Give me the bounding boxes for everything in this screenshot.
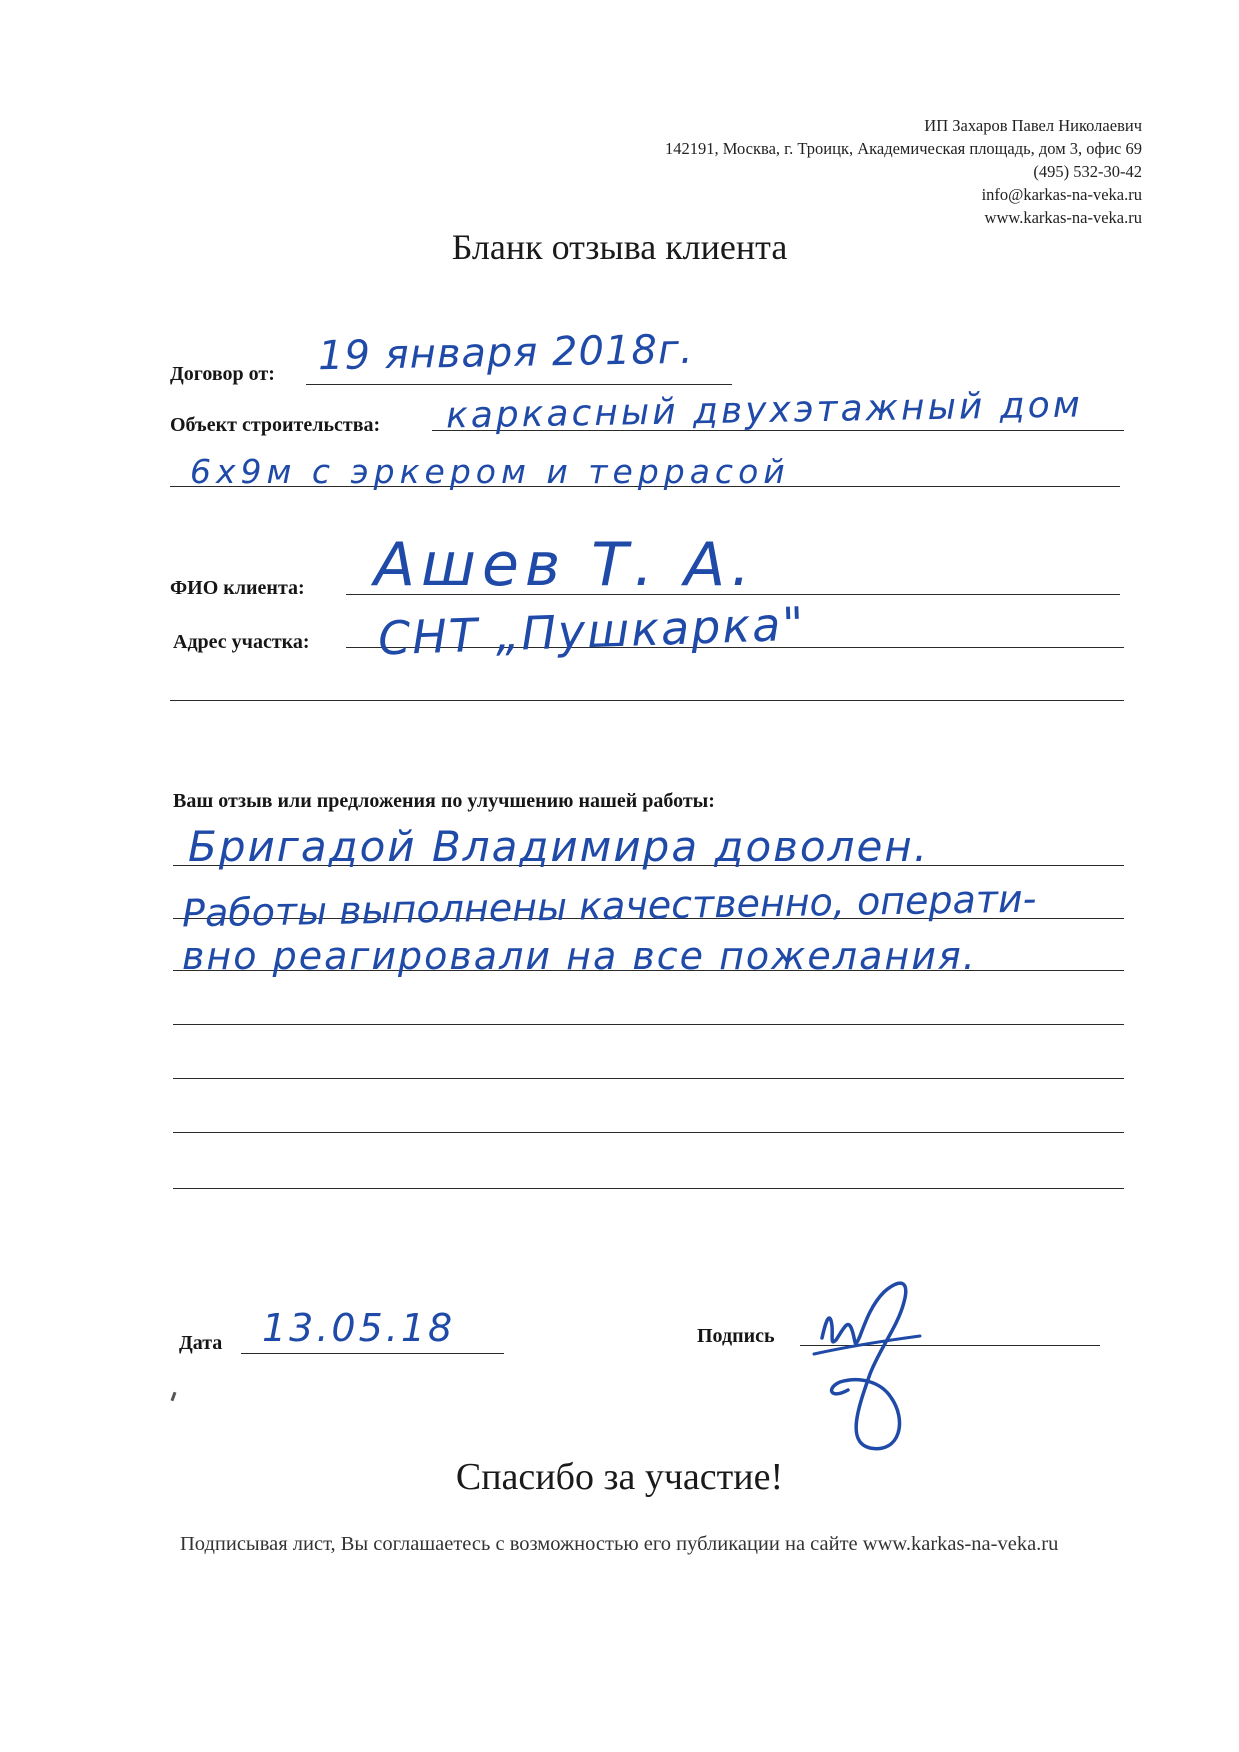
feedback-line-6: [173, 1132, 1124, 1133]
feedback-line-4: [173, 1024, 1124, 1025]
publication-notice: Подписывая лист, Вы соглашаетесь с возможностью его публикации на сайте www.karkas-na-veka.ru: [180, 1533, 1059, 1555]
client-label: ФИО клиента:: [170, 577, 305, 599]
plot-address-handwriting: СНТ „Пушкарка": [377, 596, 807, 666]
signature-label: Подпись: [697, 1325, 775, 1347]
company-website: www.karkas-na-veka.ru: [984, 208, 1142, 227]
date-handwriting: 13.05.18: [262, 1306, 456, 1350]
feedback-handwriting-1: Бригадой Владимира доволен.: [188, 822, 930, 871]
contract-line: [306, 384, 732, 385]
contract-label: Договор от:: [170, 363, 275, 385]
contract-date-handwriting: 19 января 2018г.: [317, 326, 694, 380]
object-handwriting-1: каркасный двухэтажный дом: [445, 384, 1084, 437]
company-name: ИП Захаров Павел Николаевич: [924, 116, 1142, 135]
company-email: info@karkas-na-veka.ru: [981, 185, 1142, 204]
feedback-label: Ваш отзыв или предложения по улучшению нашей работы:: [173, 790, 715, 812]
address-label: Адрес участка:: [173, 631, 310, 653]
feedback-handwriting-3: вно реагировали на все пожелания.: [182, 934, 977, 978]
company-address: 142191, Москва, г. Троицк, Академическая площадь, дом 3, офис 69: [665, 139, 1142, 158]
form-title: Бланк отзыва клиента: [451, 227, 788, 267]
signature-scribble: [800, 1270, 980, 1470]
object-label: Объект строительства:: [170, 414, 381, 436]
object-handwriting-2: 6х9м с эркером и террасой: [190, 452, 790, 491]
client-name-handwriting: Ашев Т. А.: [374, 530, 757, 600]
feedback-line-7: [173, 1188, 1124, 1189]
scan-speck: [171, 1392, 177, 1401]
date-label: Дата: [179, 1332, 223, 1354]
company-header: [665, 114, 1142, 229]
company-phone: (495) 532-30-42: [1033, 162, 1142, 181]
address-line-2: [170, 700, 1124, 701]
date-line: [241, 1353, 504, 1354]
feedback-handwriting-2: Работы выполнены качественно, операти-: [181, 876, 1037, 936]
feedback-line-5: [173, 1078, 1124, 1079]
thanks-message: Спасибо за участие!: [455, 1456, 784, 1498]
